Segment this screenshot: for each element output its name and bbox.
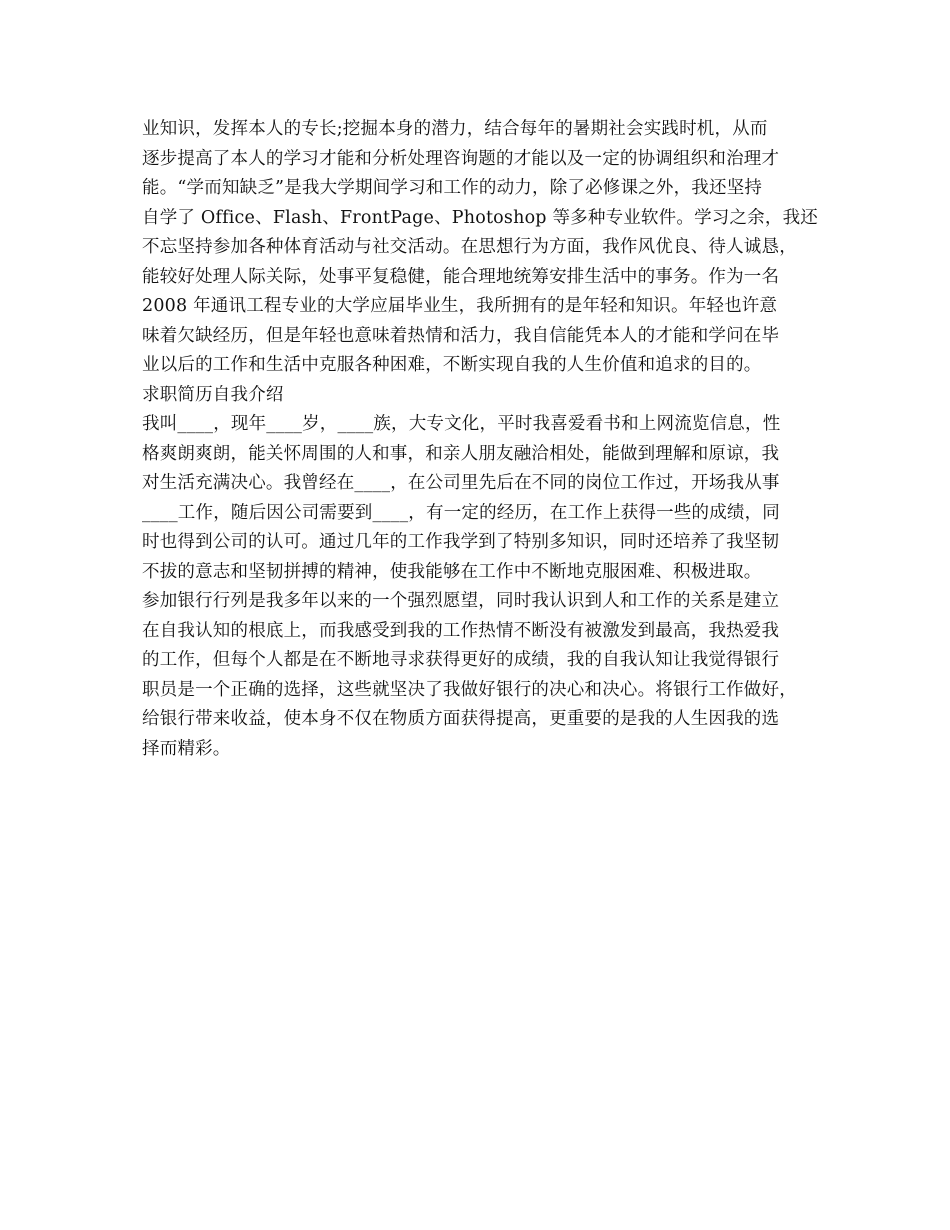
text-line: 业以后的工作和生活中克服各种困难，不断实现自我的人生价值和追求的目的。: [142, 355, 762, 375]
text-line: 2008 年通讯工程专业的大学应届毕业生，我所拥有的是年轻和知识。年轻也许意: [142, 296, 778, 316]
text-line: 能较好处理人际关际，处事平复稳健，能合理地统筹安排生活中的事务。作为一名: [142, 266, 780, 287]
text-line: 逐步提高了本人的学习才能和分析处理咨询题的才能以及一定的协调组织和治理才: [142, 148, 780, 169]
text-line: 格爽朗爽朗，能关怀周围的人和事，和亲人朋友融洽相处，能做到理解和原谅，我: [142, 443, 780, 464]
text-line: 我叫____，现年____岁，____族，大专文化，平时我喜爱看书和上网流览信息，性: [142, 414, 781, 434]
text-line: 自学了 Office、Flash、FrontPage、Photoshop 等多种专业软件。学习之余，我还: [142, 207, 818, 228]
text-line: 不拔的意志和坚韧拼搏的精神，使我能够在工作中不断地克服困难、积极进取。: [142, 561, 762, 582]
section-heading: 求职简历自我介绍: [142, 384, 284, 405]
text-line: 业知识，发挥本人的专长;挖掘本身的潜力，结合每年的暑期社会实践时机，从而: [142, 119, 768, 139]
text-line: 不忘坚持参加各种体育活动与社交活动。在思想行为方面，我作风优良、待人诚恳，: [142, 237, 797, 257]
document-body: [142, 115, 822, 764]
text-line: 的工作，但每个人都是在不断地寻求获得更好的成绩，我的自我认知让我觉得银行: [142, 650, 780, 670]
text-line: ____工作，随后因公司需要到____，有一定的经历，在工作上获得一些的成绩，同: [142, 502, 780, 523]
text-line: 对生活充满决心。我曾经在____，在公司里先后在不同的岗位工作过，开场我从事: [142, 473, 780, 493]
text-line: 在自我认知的根底上，而我感受到我的工作热情不断没有被激发到最高，我热爱我: [142, 620, 780, 641]
text-line: 择而精彩。: [142, 738, 231, 759]
text-line: 味着欠缺经历，但是年轻也意味着热情和活力，我自信能凭本人的才能和学问在毕: [142, 325, 780, 346]
text-line: 时也得到公司的认可。通过几年的工作我学到了特别多知识，同时还培养了我坚韧: [142, 532, 780, 552]
text-line: 参加银行行列是我多年以来的一个强烈愿望，同时我认识到人和工作的关系是建立: [142, 591, 780, 611]
text-line: 给银行带来收益，使本身不仅在物质方面获得提高，更重要的是我的人生因我的选: [142, 709, 780, 729]
text-line: 能。“学而知缺乏”是我大学期间学习和工作的动力，除了必修课之外，我还坚持: [142, 178, 763, 198]
text-line: 职员是一个正确的选择，这些就坚决了我做好银行的决心和决心。将银行工作做好，: [142, 679, 797, 700]
